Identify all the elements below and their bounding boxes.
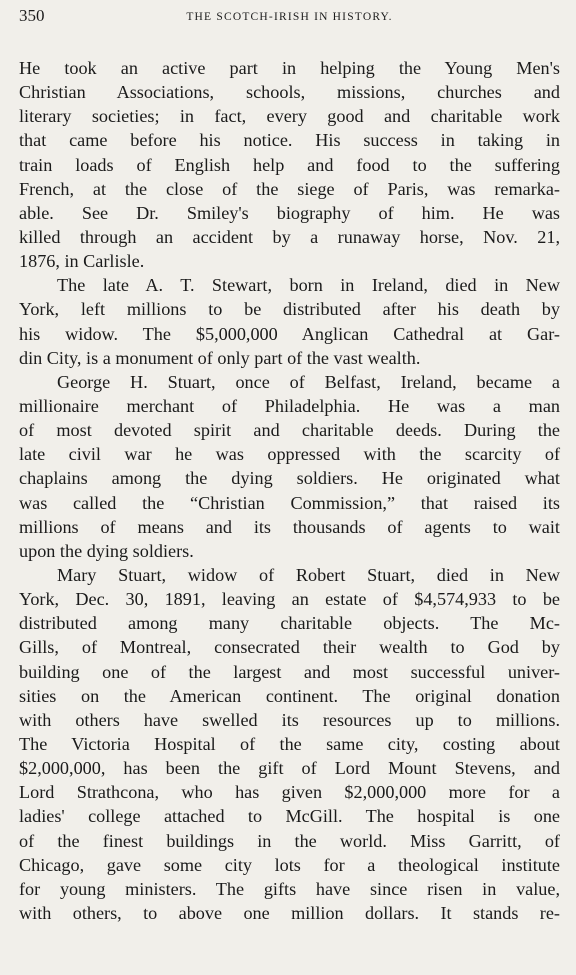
text-line: literary societies; in fact, every good and charitable work — [19, 106, 560, 127]
text-line: building one of the largest and most successful univer- — [19, 661, 560, 682]
text-line: with others have swelled its resources up to millions. — [19, 709, 560, 730]
text-line: ladies' college attached to McGill. The hospital is one — [19, 806, 560, 827]
text-line: The late A. T. Stewart, born in Ireland, died in New — [57, 275, 560, 296]
running-title: THE SCOTCH-IRISH IN HISTORY. — [186, 11, 393, 23]
text-line: able. See Dr. Smiley's biography of him. He was — [19, 202, 560, 223]
text-line: upon the dying soldiers. — [19, 540, 194, 561]
text-line: train loads of English help and food to the suffering — [19, 154, 560, 175]
text-line: Gills, of Montreal, consecrated their wealth to God by — [19, 637, 560, 658]
text-line: sities on the American continent. The original donation — [19, 685, 560, 706]
text-line: chaplains among the dying soldiers. He originated what — [19, 468, 560, 489]
text-line: millionaire merchant of Philadelphia. He was a man — [19, 395, 560, 416]
text-line: The Victoria Hospital of the same city, costing about — [19, 733, 560, 754]
text-line: late civil war he was oppressed with the scarcity of — [19, 444, 560, 465]
text-line: Chicago, gave some city lots for a theological institute — [19, 854, 560, 875]
text-line: $2,000,000, has been the gift of Lord Mount Stevens, and — [19, 758, 560, 779]
text-line: Lord Strathcona, who has given $2,000,000 more for a — [19, 782, 560, 803]
text-line: He took an active part in helping the Young Men's — [19, 58, 560, 78]
text-line: Christian Associations, schools, missions, churches and — [19, 82, 560, 103]
text-line: French, at the close of the siege of Paris, was remarka- — [19, 178, 560, 199]
text-line: Mary Stuart, widow of Robert Stuart, died in New — [57, 564, 560, 585]
text-line: York, left millions to be distributed after his death by — [19, 299, 560, 320]
text-line: George H. Stuart, once of Belfast, Ireland, became a — [57, 371, 560, 392]
text-line: York, Dec. 30, 1891, leaving an estate of $4,574,933 to be — [19, 589, 560, 610]
text-line: distributed among many charitable objects. The Mc- — [19, 613, 560, 634]
body-text — [19, 56, 560, 925]
text-line: 1876, in Carlisle. — [19, 251, 145, 272]
text-line: was called the “Christian Commission,” that raised its — [19, 492, 560, 513]
text-line: his widow. The $5,000,000 Anglican Cathedral at Gar- — [19, 323, 560, 344]
running-header — [19, 6, 560, 30]
book-page — [0, 6, 576, 975]
text-line: killed through an accident by a runaway horse, Nov. 21, — [19, 226, 560, 247]
text-line: of most devoted spirit and charitable deeds. During the — [19, 420, 560, 441]
text-line: for young ministers. The gifts have since risen in value, — [19, 878, 560, 899]
text-line: with others, to above one million dollars. It stands re- — [19, 902, 560, 923]
text-line: of the finest buildings in the world. Miss Garritt, of — [19, 830, 560, 851]
text-line: millions of means and its thousands of agents to wait — [19, 516, 560, 537]
text-line: that came before his notice. His success in taking in — [19, 130, 560, 151]
page-number: 350 — [19, 6, 45, 25]
text-line: din City, is a monument of only part of the vast wealth. — [19, 347, 421, 368]
